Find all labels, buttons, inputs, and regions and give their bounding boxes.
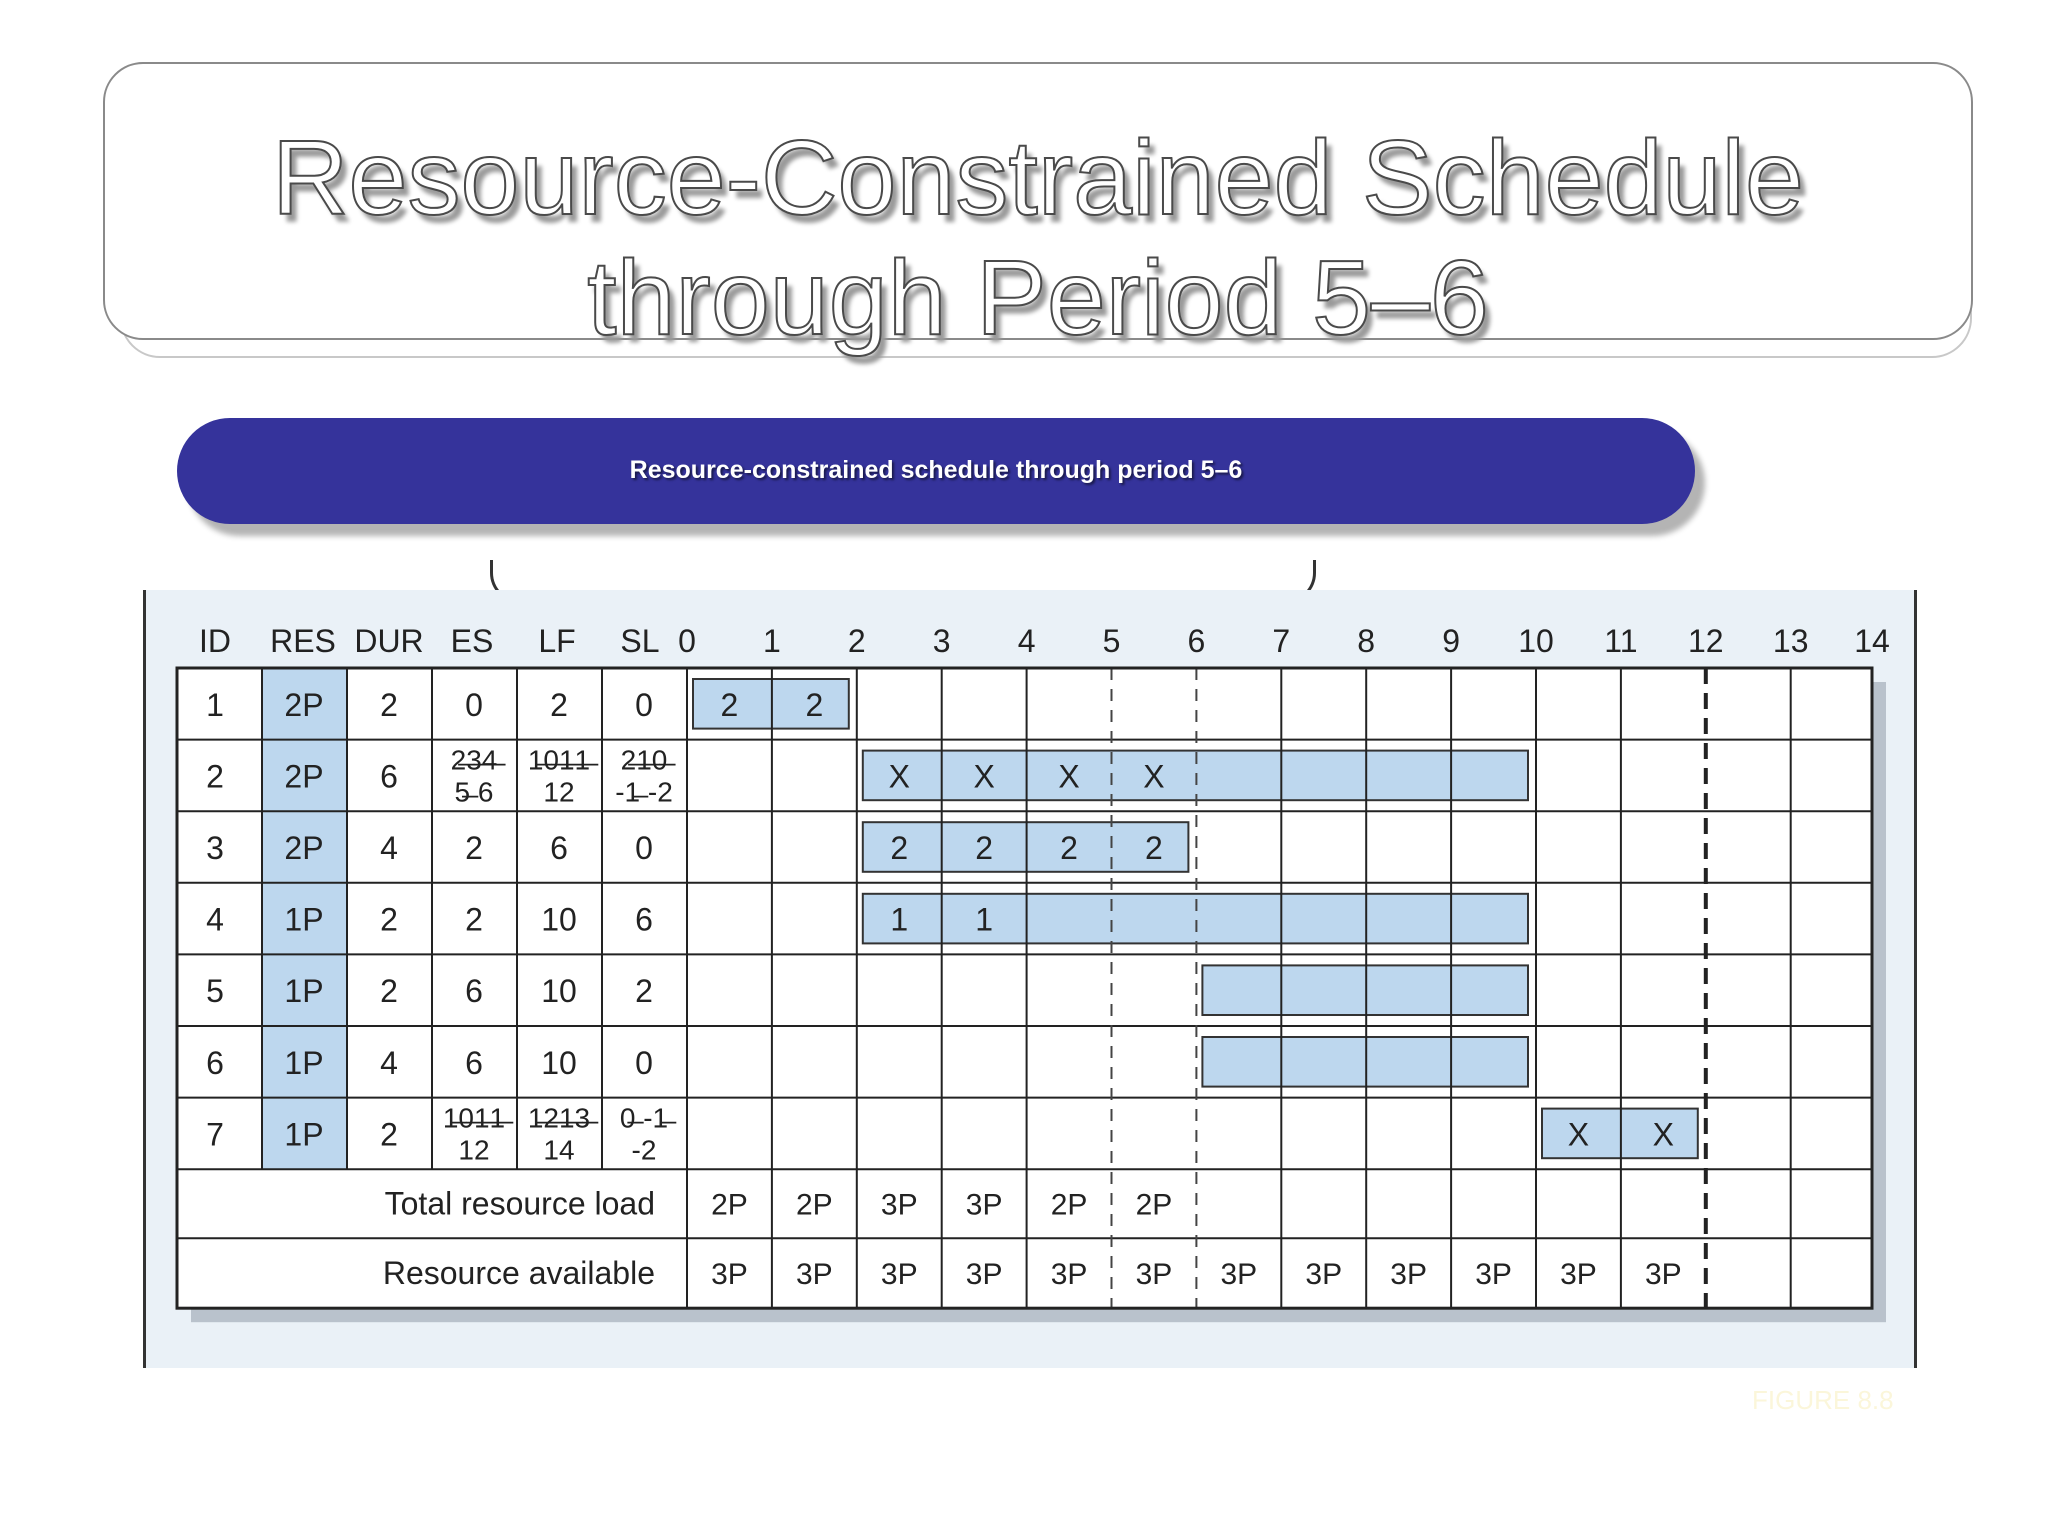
table-cell: 0	[635, 686, 653, 723]
subtitle-banner-text: Resource-constrained schedule through period 5–6	[629, 456, 1243, 484]
table-cell: 2	[380, 901, 398, 938]
bar-period-label: 1	[890, 901, 909, 938]
table-cell: 0	[465, 686, 483, 723]
resource-available-cell: 3P	[1050, 1258, 1088, 1292]
table-cell: 2	[206, 758, 224, 795]
total-resource-load-cell: 2P	[1050, 1188, 1088, 1222]
total-resource-load-cell: 3P	[965, 1188, 1003, 1222]
resource-available-cell: 3P	[1644, 1258, 1682, 1292]
table-cell: 1P	[284, 1116, 324, 1153]
table-cell: 4	[380, 830, 398, 866]
table-cell: 6	[206, 1044, 224, 1081]
table-cell: 10	[541, 1044, 577, 1081]
column-header: RES	[270, 623, 336, 659]
table-cell: 5̶ 6	[454, 776, 494, 808]
column-header: SL	[620, 623, 660, 659]
table-cell: 2P	[284, 758, 324, 795]
bar-period-label: 2	[1145, 830, 1163, 866]
table-cell: 6	[550, 830, 568, 866]
table-cell: -2	[631, 1134, 657, 1166]
bar-period-label: 1	[975, 901, 994, 938]
period-header: 6	[1187, 623, 1206, 659]
table-cell-crossed: 0̶ -1̶	[619, 1102, 669, 1134]
table-cell: 4	[380, 1044, 398, 1081]
table-cell: 12	[458, 1134, 490, 1166]
table-cell: 2	[380, 1116, 398, 1153]
table-cell: 6	[380, 758, 398, 795]
period-header: 5	[1102, 623, 1121, 659]
table-cell: 6	[465, 973, 483, 1010]
resource-available-cell: 3P	[1220, 1258, 1258, 1292]
slide-title-line-1: Resource-Constrained Schedule	[272, 119, 1804, 237]
table-cell: 1	[206, 686, 224, 723]
period-header: 1	[763, 623, 781, 659]
bar-period-label: 2	[1060, 830, 1078, 866]
table-cell-crossed: 1̶0̶1̶1̶	[442, 1102, 506, 1134]
resource-available-cell: 3P	[795, 1258, 833, 1292]
table-cell: 0	[635, 1044, 653, 1081]
bar-period-label: X	[1652, 1116, 1675, 1153]
period-header: 14	[1854, 623, 1890, 659]
table-cell: 5	[206, 973, 224, 1010]
table-cell-crossed: 2̶3̶4̶	[450, 744, 498, 776]
table-cell-crossed: 1̶0̶1̶1̶	[527, 744, 591, 776]
period-header: 9	[1442, 623, 1460, 659]
resource-available-cell: 3P	[711, 1258, 748, 1292]
total-resource-load-cell: 2P	[1135, 1188, 1173, 1222]
resource-available-label: Resource available	[382, 1255, 655, 1292]
resource-available-cell: 3P	[965, 1258, 1003, 1292]
table-cell: 10	[541, 973, 577, 1010]
bar-period-label: 2	[890, 830, 909, 866]
period-header: 3	[932, 623, 951, 659]
total-resource-load-cell: 3P	[880, 1188, 918, 1222]
table-cell: 14	[543, 1134, 575, 1166]
resource-available-cell: 3P	[1475, 1258, 1512, 1292]
table-cell: 2	[550, 686, 568, 723]
period-header: 2	[847, 623, 866, 659]
bar-period-label: 2	[720, 686, 739, 723]
bar-period-label: 2	[805, 686, 824, 723]
period-header: 7	[1272, 623, 1291, 659]
table-cell: 1P	[284, 901, 324, 938]
period-header: 13	[1772, 623, 1809, 659]
resource-available-cell: 3P	[1135, 1258, 1173, 1292]
table-cell: 2	[380, 686, 398, 723]
table-cell: 6	[635, 901, 653, 938]
table-cell: 2P	[284, 830, 324, 866]
slide-title-line-2: through Period 5–6	[587, 239, 1489, 357]
bar-period-label: X	[1567, 1116, 1590, 1153]
table-cell: 12	[543, 776, 575, 808]
table-cell: 4	[206, 901, 224, 938]
table-cell: 10	[541, 901, 577, 938]
bar-period-label: X	[888, 758, 910, 795]
table-cell: 2	[465, 830, 483, 866]
table-cell: 1P	[284, 1044, 324, 1081]
table-cell: 7	[206, 1116, 224, 1153]
table-cell: 0	[635, 830, 653, 866]
bar-period-label: X	[973, 758, 995, 795]
table-cell: 1P	[284, 973, 324, 1010]
bar-period-label: 2	[975, 830, 994, 866]
period-header: 11	[1604, 623, 1638, 659]
table-cell: 2	[380, 973, 398, 1010]
period-header: 0	[678, 623, 696, 659]
column-header: DUR	[354, 623, 424, 659]
table-cell: 3	[206, 830, 224, 866]
figure-caption: FIGURE 8.8	[1752, 1385, 1894, 1415]
resource-available-cell: 3P	[1390, 1258, 1428, 1292]
table-cell-crossed: 1̶2̶1̶3̶	[527, 1102, 591, 1134]
resource-available-cell: 3P	[1560, 1258, 1597, 1292]
total-resource-load-cell: 2P	[795, 1188, 833, 1222]
period-header: 10	[1518, 623, 1554, 659]
table-cell: 2P	[284, 686, 324, 723]
table-cell: -1̶ -2	[615, 776, 673, 808]
bar-period-label: X	[1058, 758, 1080, 795]
table-cell: 6	[465, 1044, 483, 1081]
resource-available-cell: 3P	[880, 1258, 918, 1292]
period-header: 4	[1017, 623, 1036, 659]
period-header: 8	[1357, 623, 1376, 659]
resource-available-cell: 3P	[1305, 1258, 1343, 1292]
period-header: 12	[1688, 623, 1724, 659]
bar-period-label: X	[1143, 758, 1165, 795]
table-cell-crossed: 2̶1̶0̶	[620, 744, 668, 776]
column-header: ID	[199, 623, 231, 659]
column-header: ES	[450, 623, 494, 659]
total-resource-load-label: Total resource load	[384, 1185, 655, 1222]
table-cell: 2	[465, 901, 483, 938]
column-header: LF	[538, 623, 576, 659]
total-resource-load-cell: 2P	[711, 1188, 748, 1222]
table-cell: 2	[635, 973, 653, 1010]
